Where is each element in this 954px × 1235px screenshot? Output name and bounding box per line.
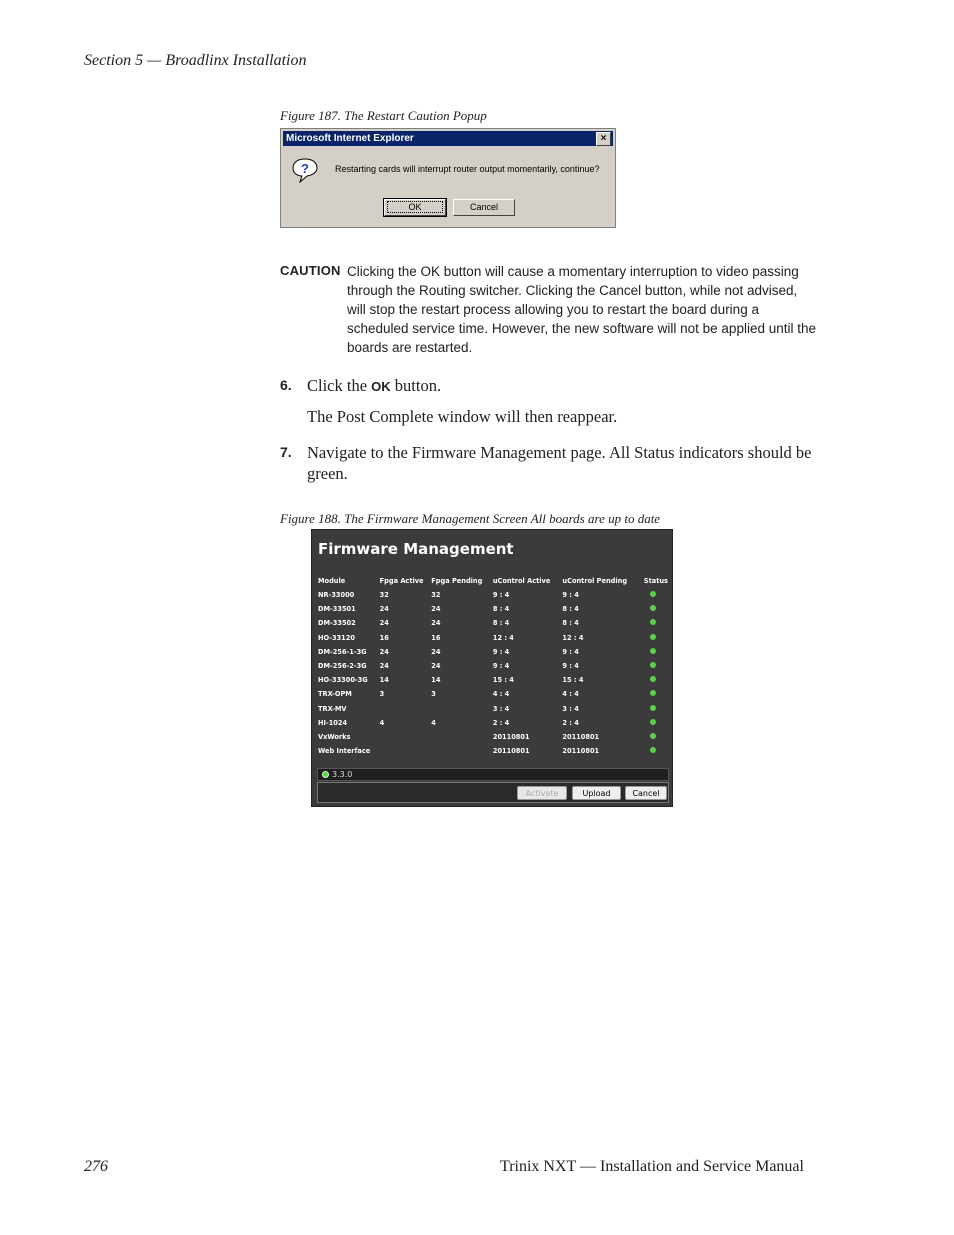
status-cell [644, 602, 668, 616]
status-cell [644, 631, 668, 645]
table-cell: DM-256-2-3G [318, 662, 367, 671]
table-cell: 4 : 4 [562, 690, 579, 699]
table-cell: 24 [379, 662, 389, 671]
caution-text: Clicking the OK button will cause a momentary interruption to video passing through the Routing switcher. Clicking the Cancel button, while not advised, will stop the restart process allowing you to restart the board during a scheduled service time. However, the new software will not be applied until the boards are restarted. [347, 264, 816, 355]
status-indicator-icon [650, 605, 656, 611]
status-cell [644, 588, 668, 602]
table-row [318, 602, 668, 616]
status-cell [644, 645, 668, 659]
cancel-button[interactable]: Cancel [453, 199, 515, 216]
table-row [318, 744, 668, 758]
table-cell: 20110801 [562, 747, 600, 756]
table-row [318, 730, 668, 744]
table-cell: 16 [379, 633, 389, 642]
table-cell: 14 [379, 676, 389, 685]
step-7-number: 7. [280, 444, 292, 460]
table-cell [431, 744, 493, 758]
status-indicator-icon [650, 662, 656, 668]
action-bar [317, 782, 669, 803]
step-7-text: Navigate to the Firmware Management page. All Status indicators should be green. [307, 443, 812, 483]
table-cell: 3 [431, 690, 436, 699]
table-cell [380, 744, 432, 758]
status-cell [644, 659, 668, 673]
figure-187-caption: Figure 187. The Restart Caution Popup [280, 108, 487, 123]
table-cell [380, 702, 432, 716]
version-radio[interactable] [322, 771, 329, 778]
table-row [318, 616, 668, 630]
table-body [318, 588, 668, 758]
table-cell: 20110801 [562, 732, 600, 741]
table-row [318, 702, 668, 716]
status-cell [644, 730, 668, 744]
table-row [318, 687, 668, 701]
step-6-result: The Post Complete window will then reappear. [307, 407, 618, 426]
question-icon [291, 157, 319, 183]
table-cell: 24 [379, 647, 389, 656]
table-cell: VxWorks [318, 732, 351, 741]
table-cell: HI-1024 [318, 718, 348, 727]
table-cell: 24 [379, 619, 389, 628]
restart-caution-dialog [280, 128, 616, 228]
status-indicator-icon [650, 591, 656, 597]
table-cell: DM-256-1-3G [318, 647, 367, 656]
cancel-button[interactable]: Cancel [625, 786, 667, 800]
table-row [318, 673, 668, 687]
dialog-title: Microsoft Internet Explorer [286, 133, 414, 144]
status-cell [644, 716, 668, 730]
activate-button[interactable]: Activate [517, 786, 567, 800]
table-cell [380, 730, 432, 744]
table-cell: 8 : 4 [562, 605, 579, 614]
table-cell: 3 [379, 690, 385, 699]
status-indicator-icon [650, 619, 656, 625]
status-cell [644, 673, 668, 687]
status-indicator-icon [650, 733, 656, 739]
version-label: 3.3.0 [332, 770, 353, 779]
table-cell: 24 [379, 605, 389, 614]
table-cell: TRX-OPM [318, 690, 352, 699]
table-cell: 20110801 [492, 747, 530, 756]
upload-button[interactable]: Upload [572, 786, 621, 800]
step-6-pre: Click the [307, 376, 372, 395]
status-indicator-icon [650, 648, 656, 654]
table-cell: 9 : 4 [492, 647, 510, 656]
table-row [318, 588, 668, 602]
column-header: Fpga Active [379, 577, 424, 585]
table-cell: 15 : 4 [492, 676, 514, 685]
table-cell: 15 : 4 [562, 676, 584, 685]
table-cell: 12 : 4 [492, 633, 514, 642]
table-cell: 16 [431, 633, 441, 642]
table-row [318, 645, 668, 659]
table-cell: 9 : 4 [562, 591, 579, 600]
step-6-text [307, 375, 441, 397]
table-cell: 20110801 [492, 732, 530, 741]
table-cell: 9 : 4 [562, 662, 579, 671]
table-cell: 24 [431, 662, 441, 671]
status-cell [644, 702, 668, 716]
firmware-management-screen [311, 529, 673, 807]
table-cell: 32 [379, 591, 389, 600]
table-cell: 9 : 4 [492, 662, 510, 671]
table-cell: TRX-MV [318, 704, 347, 713]
table-cell: HO-33300-3G [318, 676, 368, 685]
status-cell [644, 616, 668, 630]
table-cell [431, 702, 493, 716]
table-cell: NR-33000 [318, 591, 355, 600]
table-cell: 2 : 4 [492, 718, 510, 727]
table-cell: 24 [431, 647, 441, 656]
column-header: uControl Active [492, 577, 551, 585]
table-cell: 4 : 4 [492, 690, 510, 699]
table-row [318, 631, 668, 645]
status-indicator-icon [650, 676, 656, 682]
status-cell [644, 687, 668, 701]
step-6-ok: OK [371, 379, 391, 394]
table-cell: 4 [431, 718, 436, 727]
table-cell: DM-33502 [318, 619, 356, 628]
ok-button[interactable] [384, 199, 446, 216]
table-cell: DM-33501 [318, 605, 356, 614]
table-row [318, 716, 668, 730]
dialog-message: Restarting cards will interrupt router output momentarily, continue? [335, 164, 600, 174]
dialog-title-bar [283, 131, 613, 146]
table-cell: 24 [431, 619, 441, 628]
table-header-row [318, 574, 668, 588]
version-row[interactable] [317, 768, 669, 781]
status-indicator-icon [650, 747, 656, 753]
table-cell: 24 [431, 605, 441, 614]
table-cell [431, 730, 493, 744]
status-indicator-icon [650, 705, 656, 711]
table-cell: 8 : 4 [492, 605, 510, 614]
table-cell: 3 : 4 [492, 704, 510, 713]
table-cell: 32 [431, 591, 441, 600]
table-cell: 8 : 4 [492, 619, 510, 628]
table-cell: 9 : 4 [492, 591, 510, 600]
column-header: uControl Pending [562, 577, 628, 585]
footer-title: Trinix NXT — Installation and Service Manual [500, 1158, 804, 1175]
status-indicator-icon [650, 719, 656, 725]
table-row [318, 659, 668, 673]
firmware-table [318, 574, 668, 758]
column-header: Status [643, 577, 668, 585]
step-6-number: 6. [280, 377, 292, 393]
table-cell: 3 : 4 [562, 704, 579, 713]
table-cell: 9 : 4 [562, 647, 579, 656]
table-cell: 12 : 4 [562, 633, 584, 642]
table-cell: HO-33120 [318, 633, 355, 642]
figure-188-caption: Figure 188. The Firmware Management Screen All boards are up to date [280, 511, 661, 526]
table-cell: 2 : 4 [562, 718, 579, 727]
status-indicator-icon [650, 690, 656, 696]
caution-label: CAUTION [280, 263, 341, 278]
page-number: 276 [84, 1158, 108, 1175]
screen-title: Firmware Management [318, 540, 514, 558]
ok-button-label: OK [387, 201, 442, 213]
status-cell [644, 744, 668, 758]
svg-text:?: ? [301, 161, 309, 176]
table-cell: 8 : 4 [562, 619, 579, 628]
column-header: Module [318, 577, 346, 585]
running-header: Section 5 — Broadlinx Installation [84, 52, 307, 69]
table-cell: 4 [379, 718, 385, 727]
column-header: Fpga Pending [431, 577, 483, 585]
close-icon[interactable]: × [596, 132, 611, 146]
status-indicator-icon [650, 634, 656, 640]
table-cell: Web Interface [318, 747, 371, 756]
table-cell: 14 [431, 676, 441, 685]
step-6-post: button. [390, 376, 442, 395]
